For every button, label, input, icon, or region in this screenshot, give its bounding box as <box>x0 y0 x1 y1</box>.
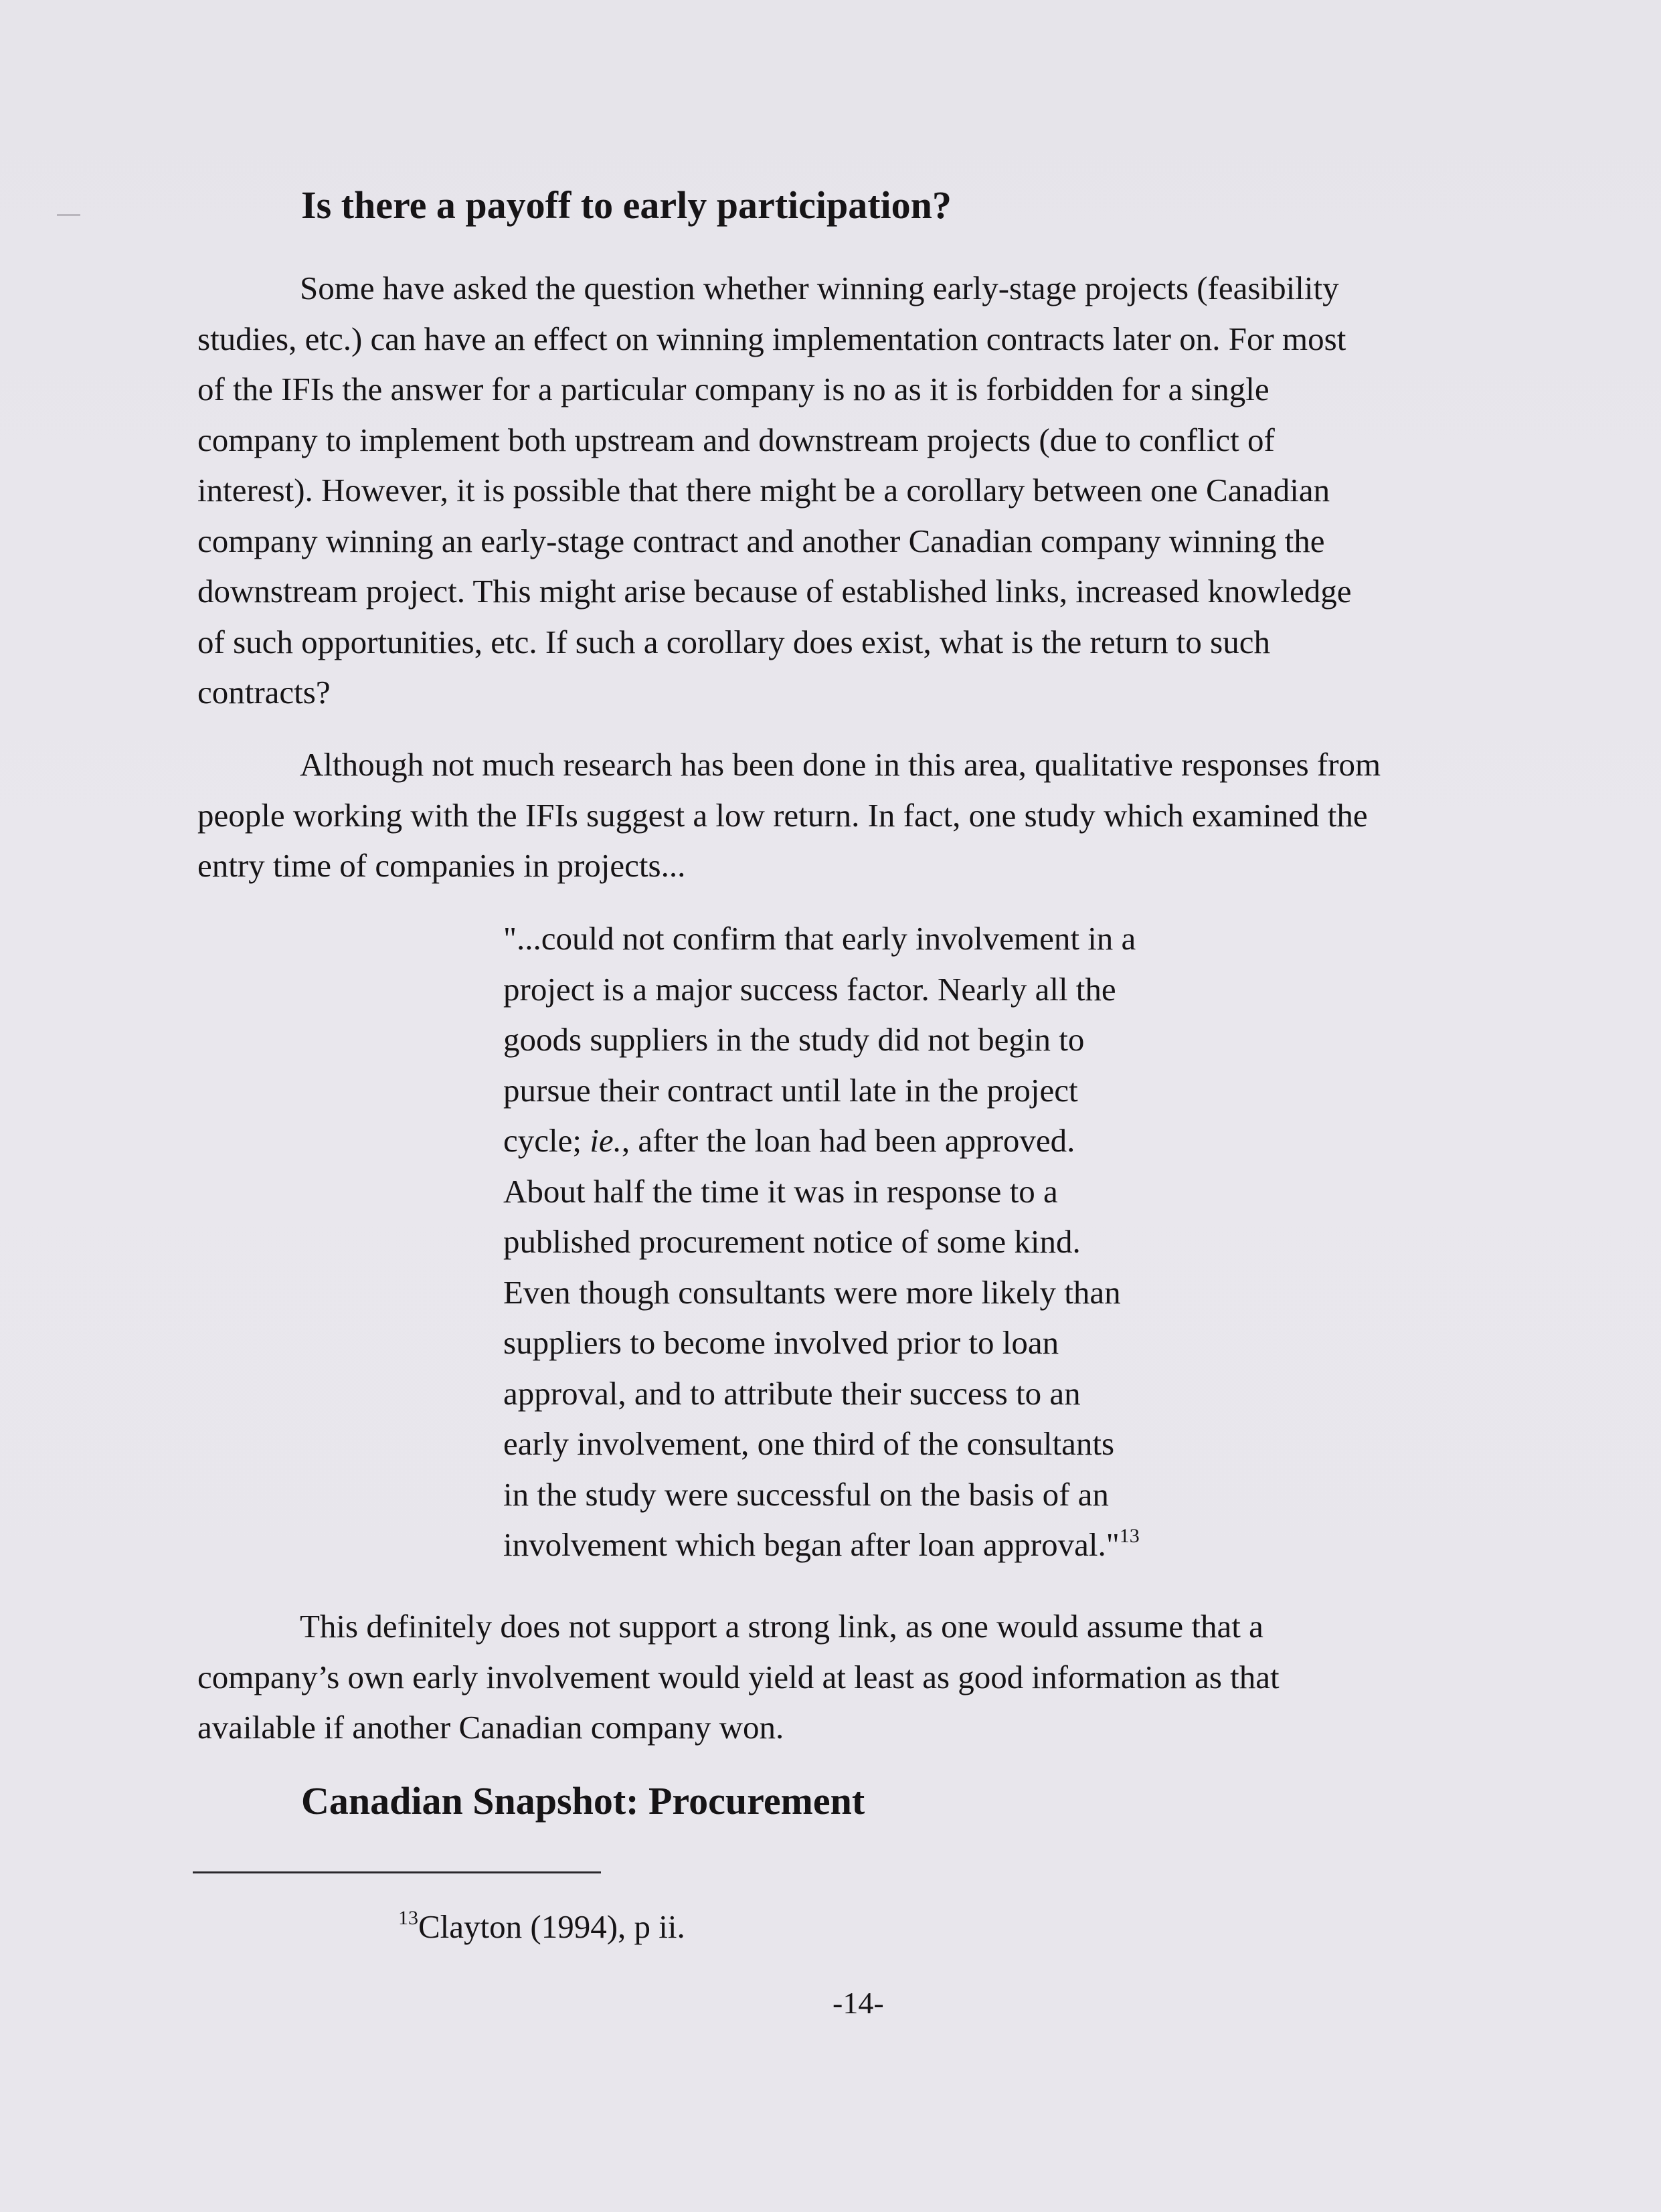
quote-line: published procurement notice of some kind. <box>503 1223 1081 1260</box>
page-number: -14- <box>833 1986 884 2020</box>
section-heading-snapshot: Canadian Snapshot: Procurement <box>301 1779 865 1823</box>
paragraph-line: company winning an early-stage contract and another Canadian company winning the <box>197 522 1325 559</box>
quote-text: cycle; <box>503 1122 590 1159</box>
quote-line: suppliers to become involved prior to loan <box>503 1324 1059 1361</box>
quote-line: early involvement, one third of the consultants <box>503 1425 1115 1462</box>
quote-text: involvement which began after loan approval." <box>503 1526 1120 1563</box>
paragraph-line: available if another Canadian company won. <box>197 1709 784 1746</box>
quote-line: pursue their contract until late in the project <box>503 1071 1078 1109</box>
footnote-text: Clayton (1994), p ii. <box>418 1908 685 1945</box>
quote-text: , after the loan had been approved. <box>621 1122 1075 1159</box>
quote-italic-text: ie. <box>590 1122 622 1159</box>
paragraph-line: contracts? <box>197 674 331 711</box>
quote-line: in the study were successful on the basis of an <box>503 1475 1109 1513</box>
quote-line: approval, and to attribute their success to an <box>503 1374 1081 1412</box>
paragraph-1 <box>197 263 1533 718</box>
quote-line: About half the time it was in response to a <box>503 1172 1058 1210</box>
paragraph-line: Although not much research has been done in this area, qualitative responses from <box>300 746 1381 783</box>
paragraph-line: company’s own early involvement would yield at least as good information as that <box>197 1658 1280 1695</box>
paragraph-line: entry time of companies in projects... <box>197 847 686 884</box>
paragraph-line: of such opportunities, etc. If such a corollary does exist, what is the return to such <box>197 623 1270 660</box>
footnote <box>398 1907 685 1947</box>
paragraph-line: interest). However, it is possible that there might be a corollary between one Canadian <box>197 472 1330 509</box>
paragraph-line: company to implement both upstream and downstream projects (due to conflict of <box>197 421 1275 458</box>
paragraph-line: Some have asked the question whether winning early-stage projects (feasibility <box>300 270 1339 306</box>
quote-line <box>503 1115 1253 1166</box>
paragraph-3 <box>197 1601 1533 1753</box>
quote-line: project is a major success factor. Nearly all the <box>503 970 1116 1008</box>
quote-line: Even though consultants were more likely than <box>503 1273 1121 1311</box>
footnote-number: 13 <box>398 1907 418 1929</box>
paragraph-2 <box>197 739 1533 891</box>
paragraph-line: studies, etc.) can have an effect on winning implementation contracts later on. For most <box>197 320 1346 357</box>
margin-mark <box>57 214 80 216</box>
quote-line: goods suppliers in the study did not begin to <box>503 1021 1085 1058</box>
section-heading-payoff: Is there a payoff to early participation? <box>301 183 952 227</box>
paragraph-line: people working with the IFIs suggest a low return. In fact, one study which examined the <box>197 796 1368 834</box>
paragraph-line: This definitely does not support a strong link, as one would assume that a <box>300 1608 1263 1645</box>
footnote-reference: 13 <box>1119 1525 1140 1547</box>
paragraph-line: downstream project. This might arise because of established links, increased knowledge <box>197 573 1352 610</box>
block-quote <box>503 913 1253 1570</box>
paragraph-line: of the IFIs the answer for a particular company is no as it is forbidden for a single <box>197 371 1270 407</box>
quote-line <box>503 1519 1253 1570</box>
footnote-divider <box>193 1871 601 1873</box>
quote-line: "...could not confirm that early involvement in a <box>503 920 1136 957</box>
